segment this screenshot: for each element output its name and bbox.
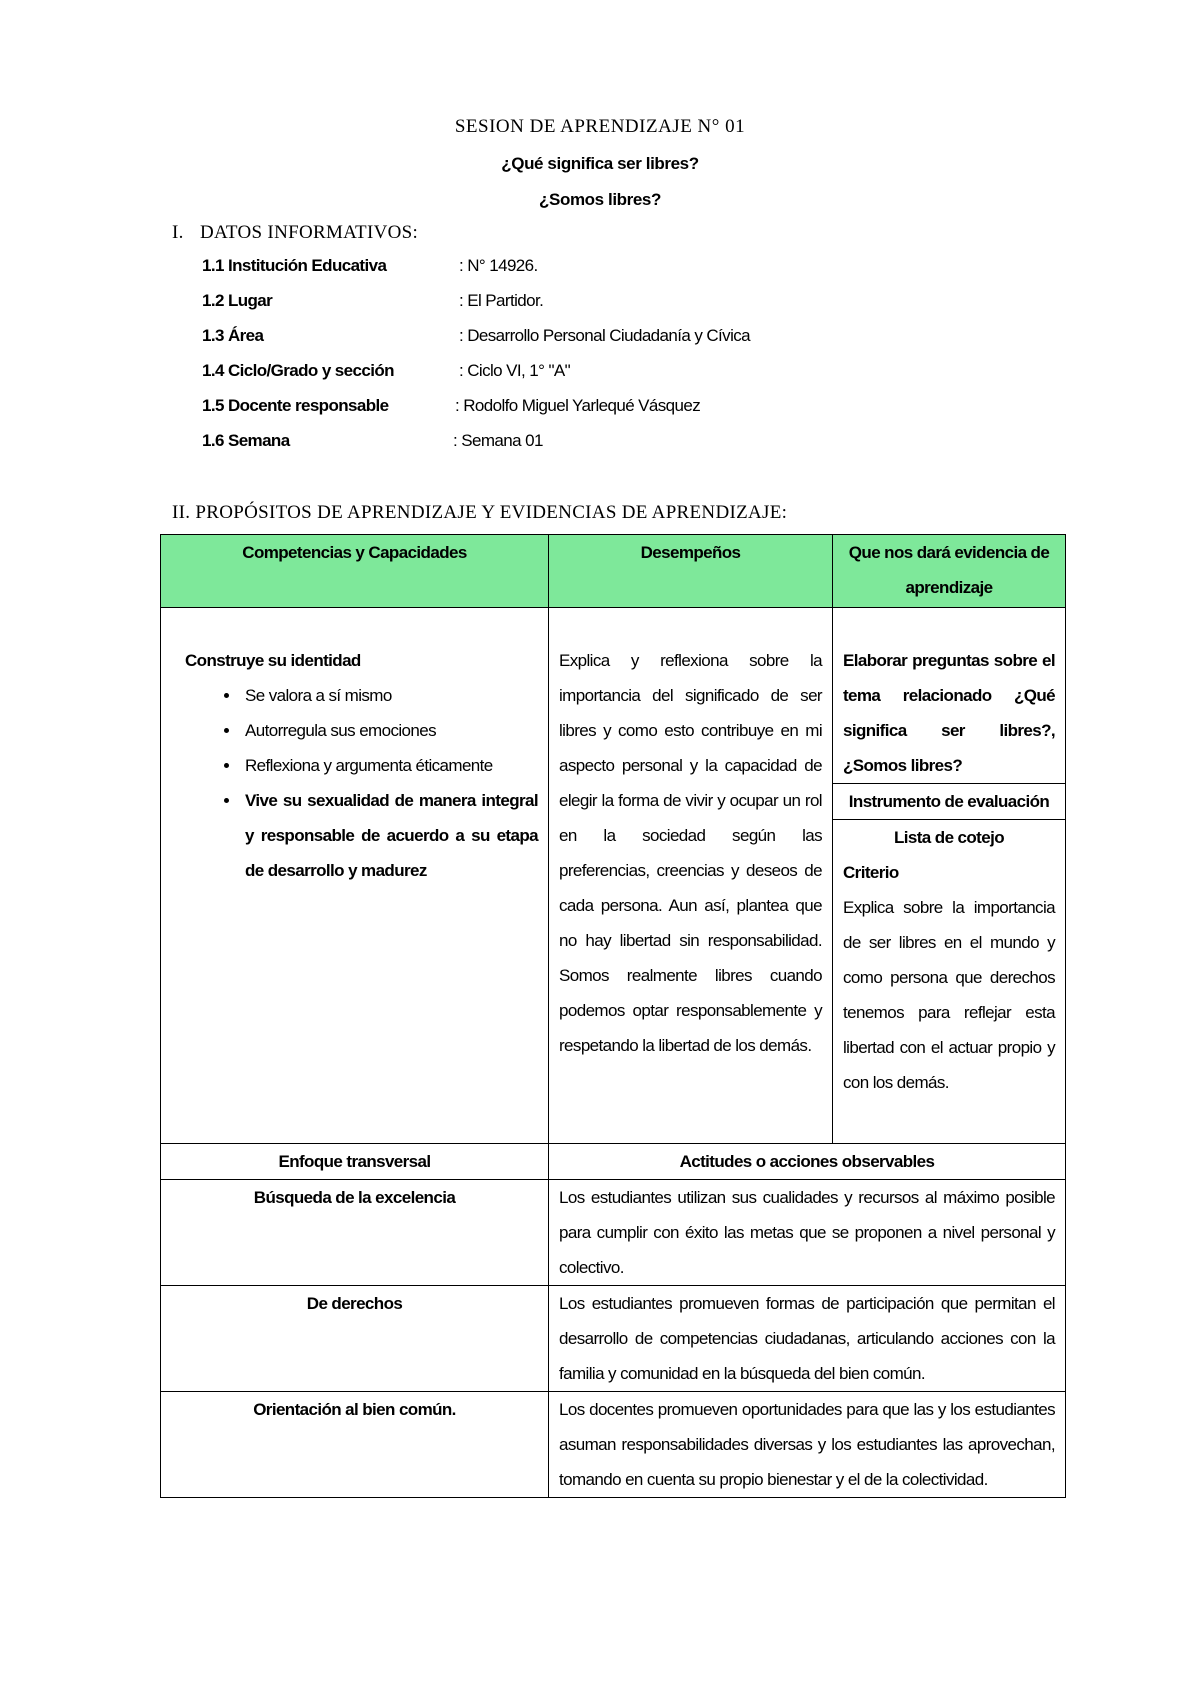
- header-enfoque: Enfoque transversal: [161, 1144, 549, 1180]
- capacidades-list: [185, 678, 538, 888]
- header-actitudes: Actitudes o acciones observables: [549, 1144, 1066, 1180]
- info-value: : Ciclo VI, 1° "A": [459, 361, 571, 380]
- desempeno-text: Explica y reflexiona sobre la importancia del significado de ser libres y como esto contribuye en mi aspecto personal y la capacidad de elegir la forma de vivir y ocupar un rol en la sociedad según las preferencias, creencias y deseos de cada persona. Aun así, plantea que no hay libertad sin responsabilidad. Somos realmente libres cuando podemos optar responsablemente y respetando la libertad de los demás.: [559, 651, 822, 1055]
- actitud-text: Los docentes promueven oportunidades para que las y los estudiantes asuman responsabilidades diversas y los estudiantes las aprovechan, tomando en cuenta su propio bienestar y el de la colectividad.: [549, 1392, 1066, 1498]
- list-item: • Reflexiona y argumenta éticamente: [241, 748, 538, 783]
- section-heading-datos: [172, 222, 418, 244]
- info-label: 1.2 Lugar: [202, 291, 273, 310]
- header-competencias: Competencias y Capacidades: [161, 535, 549, 608]
- info-value: : N° 14926.: [459, 256, 538, 275]
- competencia-title: Construye su identidad: [185, 651, 361, 670]
- header-evidencia: Que nos dará evidencia de aprendizaje: [833, 535, 1066, 608]
- info-value: : Semana 01: [453, 431, 543, 450]
- instrumento-value: Lista de cotejo: [833, 819, 1065, 855]
- subtitle-question-1: ¿Qué significa ser libres?: [501, 154, 699, 173]
- actitud-text: Los estudiantes promueven formas de participación que permitan el desarrollo de competencias ciudadanas, articulando acciones con la familia y comunidad en la búsqueda del bien común.: [549, 1286, 1066, 1392]
- info-value: : Desarrollo Personal Ciudadanía y Cívica: [459, 326, 750, 345]
- info-value: : El Partidor.: [459, 291, 544, 310]
- section-heading-propositos: II. PROPÓSITOS DE APRENDIZAJE Y EVIDENCIAS DE APRENDIZAJE:: [172, 502, 788, 523]
- subtitle-question-2: ¿Somos libres?: [539, 190, 661, 209]
- header-desempenos: Desempeños: [549, 535, 833, 608]
- criterio-text: Explica sobre la importancia de ser libres en el mundo y como persona que derechos tenemos para reflejar esta libertad con el actuar propio y con los demás.: [843, 898, 1055, 1092]
- document-title: SESION DE APRENDIZAJE N° 01: [454, 116, 746, 137]
- actitud-text: Los estudiantes utilizan sus cualidades y recursos al máximo posible para cumplir con éxito las metas que se proponen a nivel personal y colectivo.: [549, 1180, 1066, 1286]
- info-label: 1.5 Docente responsable: [202, 396, 389, 415]
- info-label: 1.4 Ciclo/Grado y sección: [202, 361, 394, 380]
- section-number: I.: [172, 222, 184, 243]
- table-row: [161, 1392, 1066, 1498]
- instrumento-label: Instrumento de evaluación: [833, 783, 1065, 819]
- desempeno-cell: [549, 608, 833, 1144]
- criterio-label: Criterio: [843, 863, 899, 882]
- table-row-competencia: [161, 608, 1066, 1144]
- table-row: [161, 1286, 1066, 1392]
- table-row: [161, 1180, 1066, 1286]
- table-header-row: [161, 535, 1066, 608]
- enfoque-name: Búsqueda de la excelencia: [161, 1180, 549, 1286]
- info-value: : Rodolfo Miguel Yarlequé Vásquez: [455, 396, 701, 415]
- evidencia-cell: [833, 608, 1066, 1144]
- info-label: 1.1 Institución Educativa: [202, 256, 387, 275]
- list-item: • Se valora a sí mismo: [241, 678, 538, 713]
- section-title: DATOS INFORMATIVOS:: [200, 222, 419, 243]
- enfoque-name: De derechos: [161, 1286, 549, 1392]
- learning-purposes-table: [160, 534, 1066, 1498]
- list-item: • Vive su sexualidad de manera integral y responsable de acuerdo a su etapa de desarrollo y madurez: [241, 783, 538, 888]
- competencias-cell: [161, 608, 549, 1144]
- enfoque-name: Orientación al bien común.: [161, 1392, 549, 1498]
- info-label: 1.3 Área: [202, 326, 264, 345]
- evidencia-text: Elaborar preguntas sobre el tema relacionado ¿Qué significa ser libres?, ¿Somos libres?: [843, 651, 1055, 775]
- info-label: 1.6 Semana: [202, 431, 290, 450]
- list-item: • Autorregula sus emociones: [241, 713, 538, 748]
- table-row-enfoque-header: [161, 1144, 1066, 1180]
